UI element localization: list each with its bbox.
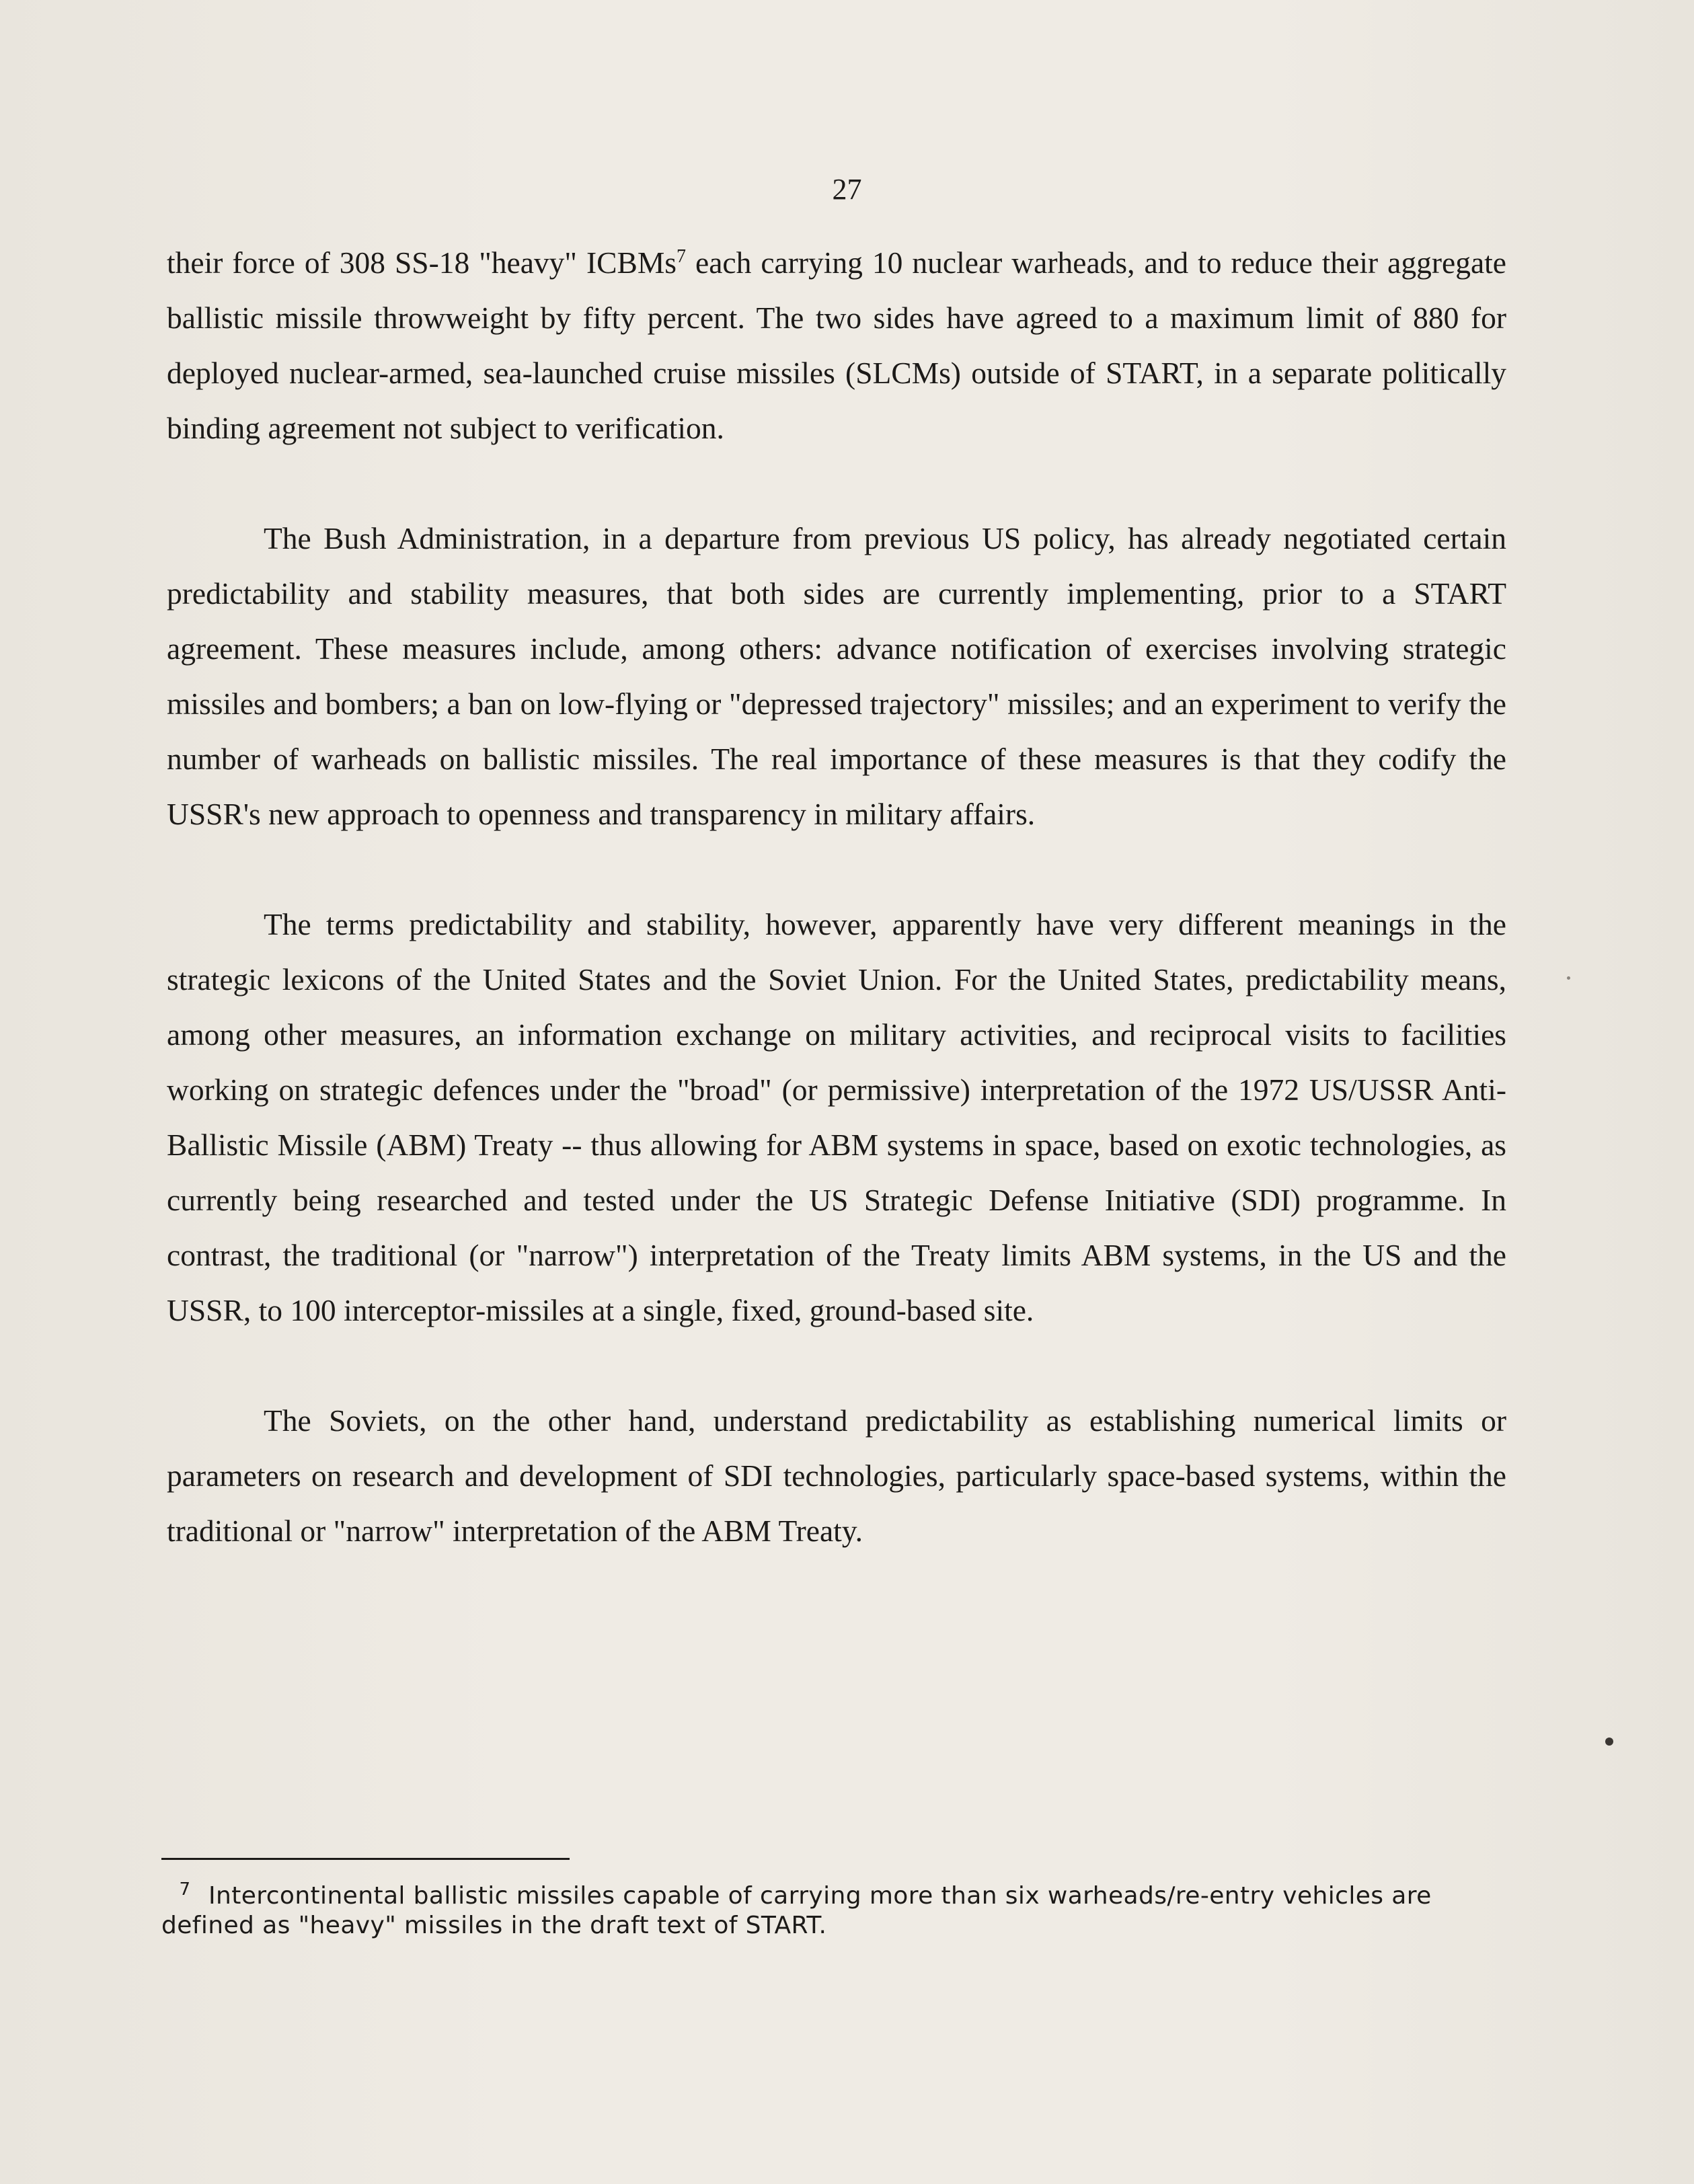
paragraph-2: The Bush Administration, in a departure from previous US policy, has already negotiated certain predictability and stability measures, that both sides are currently implementing, prior to a START agreement. These measures include, among others: advance notification of exercises involving strategic missiles and bombers; a ban on low-flying or "depressed trajectory" missiles; and an experiment to verify the number of warheads on ballistic missiles. The real importance of these measures is that they codify the USSR's new approach to openness and transparency in military affairs.	[167, 521, 1506, 831]
paragraph-4: The Soviets, on the other hand, understand predictability as establishing numerical limits or parameters on research and development of SDI technologies, particularly space-based systems, within the traditional or "narrow" interpretation of the ABM Treaty.	[167, 1403, 1506, 1548]
page-number: 27	[832, 173, 862, 206]
body-text	[167, 235, 1506, 1614]
paragraph-3: The terms predictability and stability, however, apparently have very different meanings in the strategic lexicons of the United States and the Soviet Union. For the United States, predictability means, among other measures, an information exchange on military activities, and reciprocal visits to facilities working on strategic defences under the "broad" (or permissive) interpretation of the 1972 US/USSR Anti-Ballistic Missile (ABM) Treaty -- thus allowing for ABM systems in space, based on exotic technologies, as currently being researched and tested under the US Strategic Defense Initiative (SDI) programme. In contrast, the traditional (or "narrow") interpretation of the Treaty limits ABM systems, in the US and the USSR, to 100 interceptor-missiles at a single, fixed, ground-based site.	[167, 907, 1506, 1327]
footnote: 7 Intercontinental ballistic missiles capable of carrying more than six warheads/re-entry vehicles are defined as "heavy" missiles in the draft text of START.	[161, 1879, 1432, 1939]
ink-speck-small	[1567, 976, 1570, 980]
paragraph-1-text-end: each carrying 10 nuclear warheads, and to reduce their aggregate ballistic missile throwweight by fifty percent. The two sides have agreed to a maximum limit of 880 for deployed nuclear-armed, sea-launched cruise missiles (SLCMs) outside of START, in a separate politically binding agreement not subject to verification.	[167, 245, 1506, 445]
footnote-reference: 7	[677, 245, 687, 267]
footnote-separator	[161, 1858, 570, 1860]
footnote-text: Intercontinental ballistic missiles capable of carrying more than six warheads/re-entry vehicles are defined as "heavy" missiles in the draft text of START.	[161, 1882, 1432, 1939]
ink-speck	[1605, 1738, 1613, 1746]
paragraph-1-text-start: their force of 308 SS-18 "heavy" ICBMs	[167, 245, 677, 280]
paragraph-1	[167, 235, 1506, 456]
